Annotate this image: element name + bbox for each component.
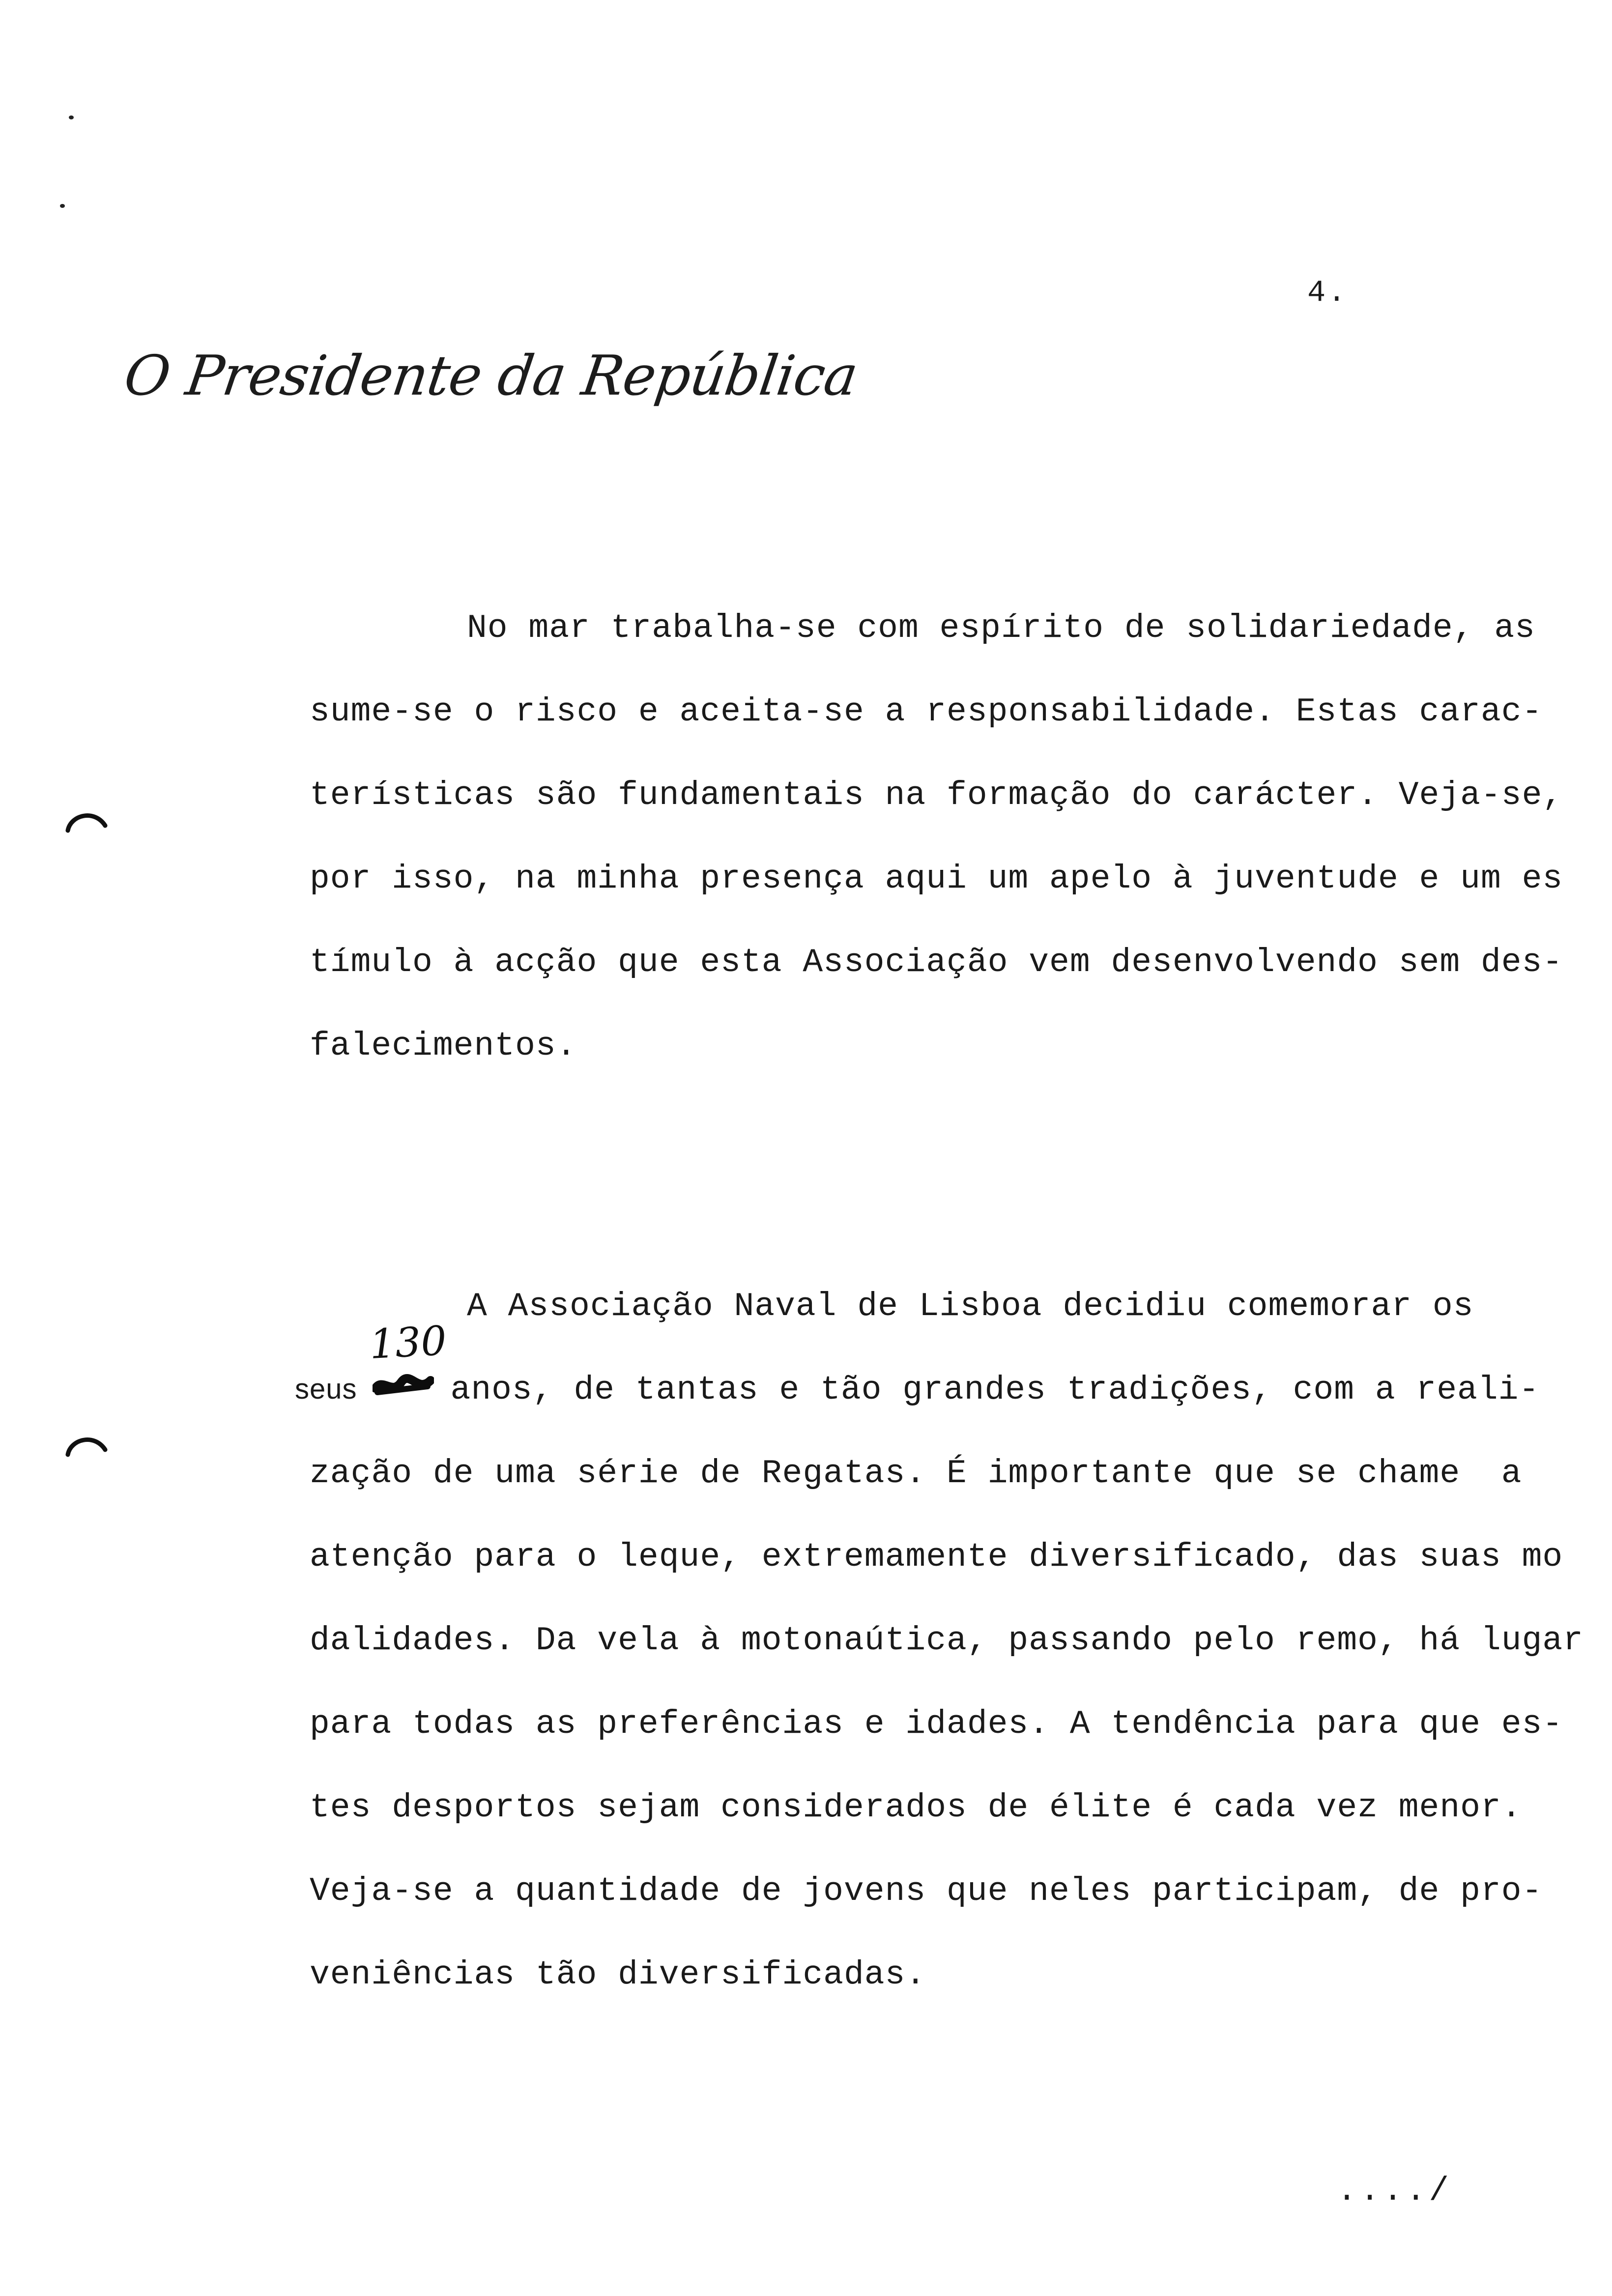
paragraph-line: seus anos, de tantas e tão grandes tradições, com a reali- — [295, 1371, 1540, 1409]
paragraph-line: A Associação Naval de Lisboa decidiu comemorar os — [467, 1288, 1474, 1325]
paragraph-line: por isso, na minha presença aqui um apelo à juventude e um es — [310, 860, 1563, 898]
punch-hole-icon — [64, 1430, 108, 1474]
handwritten-correction: 130 — [368, 1317, 448, 1369]
page-number: 4. — [1307, 275, 1348, 310]
letterhead-title: O Presidente da República — [120, 344, 862, 408]
punch-hole-icon — [64, 806, 108, 850]
paragraph-line: falecimentos. — [310, 1027, 577, 1065]
paragraph-line: No mar trabalha-se com espírito de solidariedade, as — [467, 609, 1535, 647]
paragraph-line: atenção para o leque, extremamente diversificado, das suas mo — [310, 1538, 1563, 1576]
scan-speck — [60, 204, 65, 208]
handwritten-word: seus — [295, 1373, 357, 1405]
paragraph-line: veniências tão diversificadas. — [310, 1956, 926, 1994]
paragraph-line: para todas as preferências e idades. A tendência para que es- — [310, 1705, 1563, 1743]
paragraph-line: sume-se o risco e aceita-se a responsabilidade. Estas carac- — [310, 693, 1543, 731]
scan-speck — [69, 115, 74, 119]
paragraph-line: tes desportos sejam considerados de élite é cada vez menor. — [310, 1789, 1522, 1827]
paragraph-line: dalidades. Da vela à motonaútica, passando pelo remo, há lugar — [310, 1622, 1584, 1660]
paragraph-line: terísticas são fundamentais na formação do carácter. Veja-se, — [310, 776, 1563, 814]
paragraph-line: zação de uma série de Regatas. É importante que se chame a — [310, 1455, 1522, 1492]
struck-out-scribble — [373, 1374, 434, 1398]
paragraph-line: tímulo à acção que esta Associação vem desenvolvendo sem des- — [310, 944, 1563, 981]
continuation-mark: ..../ — [1337, 2172, 1452, 2210]
paragraph-line: Veja-se a quantidade de jovens que neles participam, de pro- — [310, 1872, 1543, 1910]
